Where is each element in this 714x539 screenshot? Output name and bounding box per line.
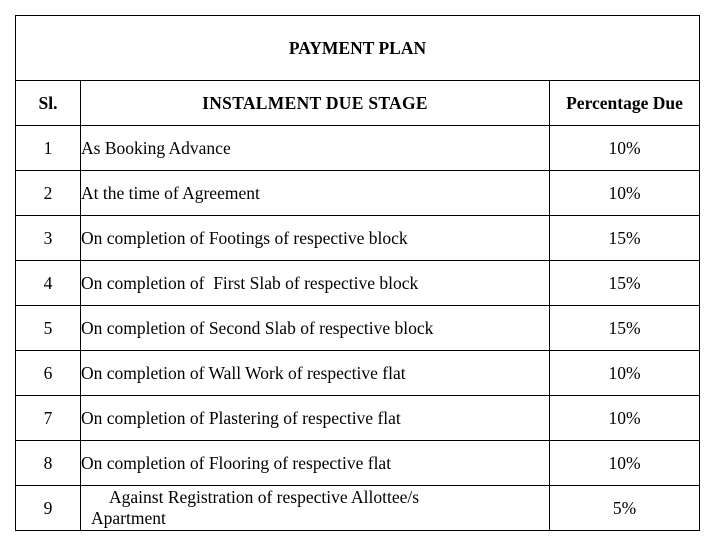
row-stage: At the time of Agreement: [81, 171, 550, 216]
row-stage-line1: Against Registration of respective Allottee/s: [109, 487, 420, 507]
row-stage-line2: Apartment: [91, 508, 166, 528]
row-stage: On completion of Flooring of respective flat: [81, 441, 550, 486]
table-row: [16, 351, 700, 396]
row-sl: 3: [16, 216, 81, 261]
row-sl: 8: [16, 441, 81, 486]
row-sl: 7: [16, 396, 81, 441]
table-row: [16, 126, 700, 171]
table-row: [16, 216, 700, 261]
row-percentage: 10%: [550, 351, 700, 396]
row-sl: 4: [16, 261, 81, 306]
row-sl: 5: [16, 306, 81, 351]
row-sl: 9: [16, 486, 81, 531]
row-stage: On completion of First Slab of respective block: [81, 261, 550, 306]
table-row: [16, 441, 700, 486]
payment-plan-table: [15, 15, 700, 531]
row-percentage: 15%: [550, 261, 700, 306]
row-stage: On completion of Footings of respective block: [81, 216, 550, 261]
table-row: [16, 171, 700, 216]
row-stage: [81, 486, 550, 531]
row-stage: On completion of Plastering of respective flat: [81, 396, 550, 441]
row-stage: As Booking Advance: [81, 126, 550, 171]
header-stage: INSTALMENT DUE STAGE: [81, 81, 550, 126]
table-row: [16, 306, 700, 351]
table-row: [16, 261, 700, 306]
title-row: [16, 16, 700, 81]
row-percentage: 10%: [550, 441, 700, 486]
row-sl: 6: [16, 351, 81, 396]
row-sl: 2: [16, 171, 81, 216]
header-percentage: Percentage Due: [550, 81, 700, 126]
row-percentage: 15%: [550, 306, 700, 351]
row-percentage: 10%: [550, 171, 700, 216]
row-percentage: 5%: [550, 486, 700, 531]
header-row: [16, 81, 700, 126]
row-percentage: 10%: [550, 396, 700, 441]
row-sl: 1: [16, 126, 81, 171]
row-percentage: 15%: [550, 216, 700, 261]
table-row: [16, 486, 700, 531]
row-stage: On completion of Second Slab of respective block: [81, 306, 550, 351]
header-sl: Sl.: [16, 81, 81, 126]
table-row: [16, 396, 700, 441]
row-stage: On completion of Wall Work of respective flat: [81, 351, 550, 396]
row-percentage: 10%: [550, 126, 700, 171]
table-title: PAYMENT PLAN: [16, 16, 700, 81]
